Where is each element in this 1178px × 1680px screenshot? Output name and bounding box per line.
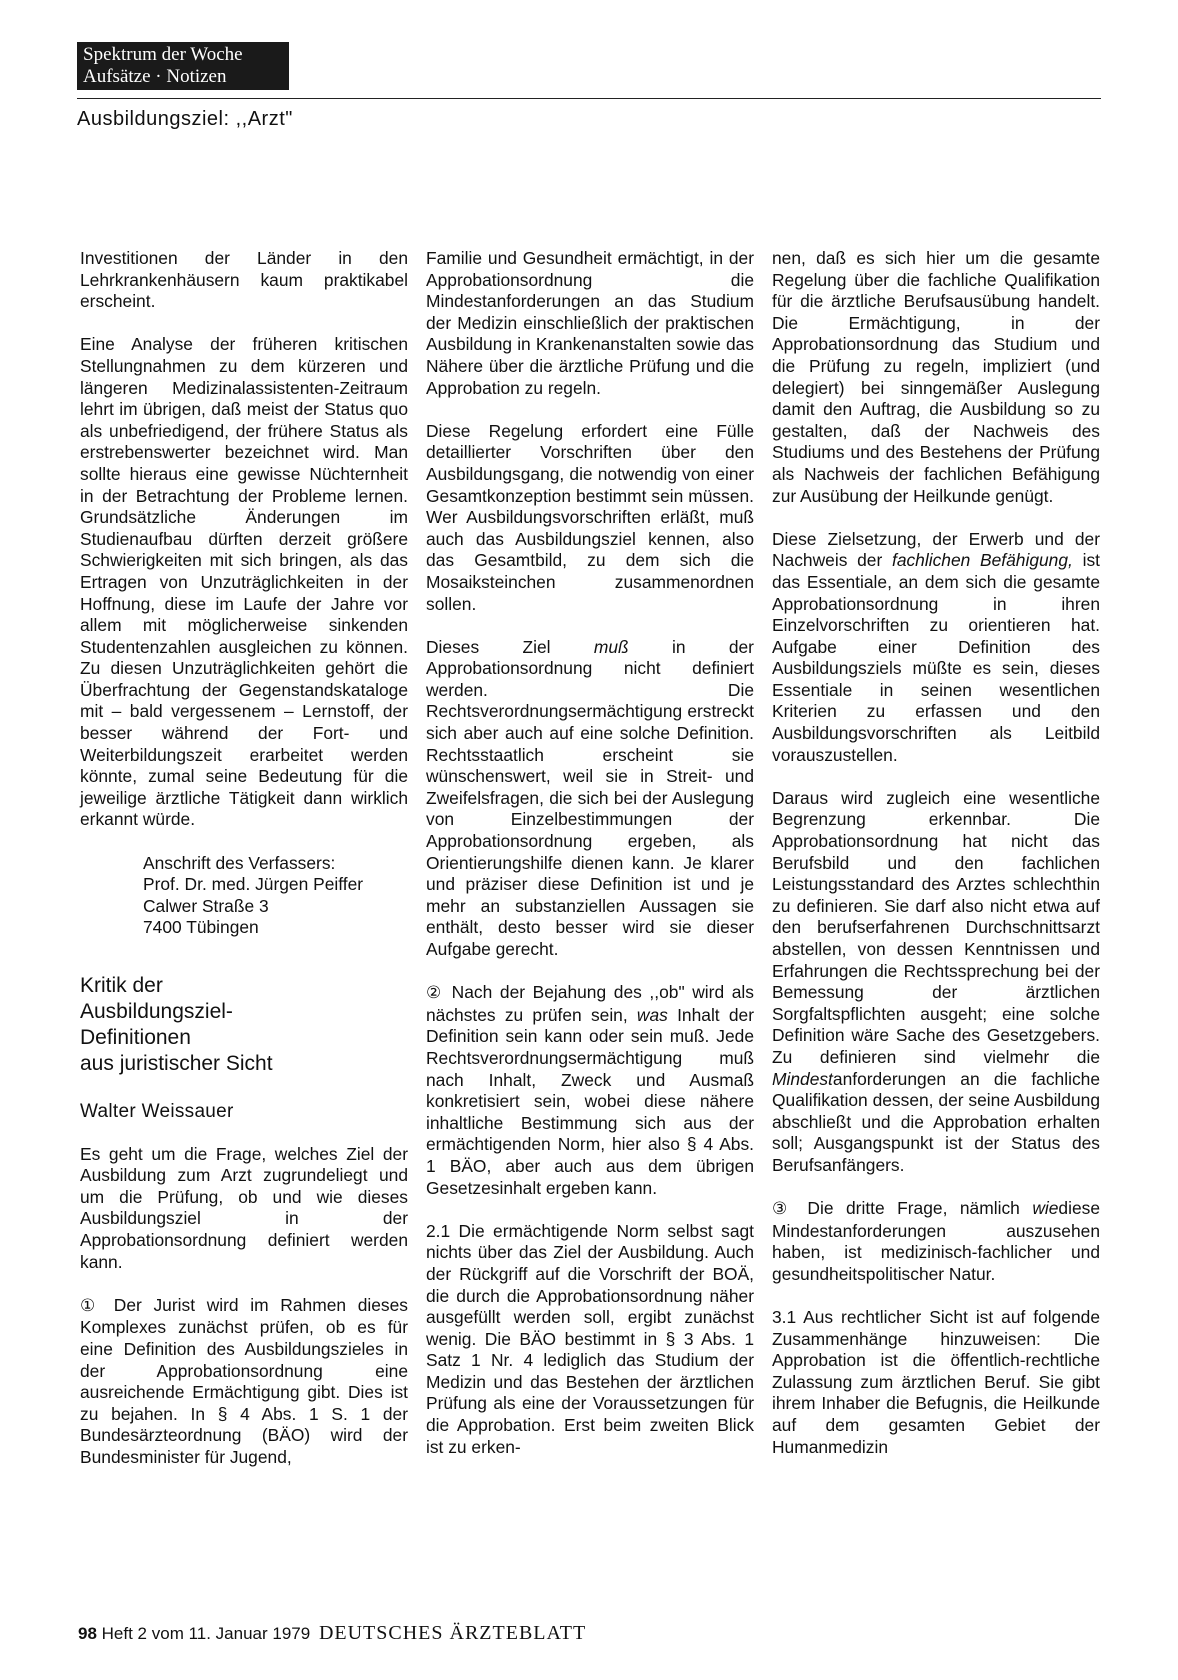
address-line: Prof. Dr. med. Jürgen Peiffer: [143, 874, 364, 895]
paragraph: Diese Regelung erfordert eine Fülle detaillierter Vorschriften über den Ausbildungsgang, die notwendig von einer Gesamtkonzeption bestimmt sein müssen. Wer Ausbildungsvorschriften erläßt, muß auch das Ausbildungsziel kennen, also das Gesamtbild, zu dem sich die Mosaiksteinchen zusammenordnen sollen.: [426, 420, 754, 614]
address-line: Calwer Straße 3: [143, 895, 269, 916]
paragraph: Familie und Gesundheit ermächtigt, in der Approbationsordnung die Mindestanforderungen an das Studium der Medizin einschließlich der praktischen Ausbildung in Krankenanstalten sowie das Nähere über die ärztliche Prüfung und die Approbation zu regeln.: [426, 248, 754, 398]
emphasis: fachlichen Befähigung,: [891, 550, 1073, 571]
circled-number-1: ①: [80, 1295, 103, 1316]
paragraph: nen, daß es sich hier um die gesamte Regelung über die fachliche Qualifikation für die ärztliche Berufsausübung handelt. Die Ermächtigung, in der Approbationsordnung das Studium und die Prüfung zu regeln, impliziert (und delegiert) bei sinngemäßer Auslegung damit den Auftrag, die Ausbildung so zu gestalten, daß der Nachweis des Studiums und des Bestehens der Prüfung als Nachweis der fachlichen Befähigung zur Ausübung der Heilkunde genügt.: [772, 248, 1100, 506]
author-address: [143, 853, 408, 939]
column-1: [80, 248, 408, 1469]
paragraph: ② Nach der Bejahung des ,,ob" wird als nächstes zu prüfen sein, was Inhalt der Definition sein kann oder sein muß. Jede Rechtsverordnungsermächtigung muß nach Inhalt, Zweck und Ausmaß konkretisiert sein, wobei diese nähere inhaltliche Bestimmung sich aus der ermächtigenden Norm, hier also § 4 Abs. 1 BÄO, aber auch aus dem übrigen Gesetzesinhalt ergeben kann.: [426, 982, 754, 1198]
paragraph: Investitionen der Länder in den Lehrkrankenhäusern kaum praktikabel erscheint.: [80, 248, 408, 312]
header-line-1: Spektrum der Woche: [83, 44, 243, 65]
emphasis: Mindest: [772, 1068, 833, 1089]
page-number: 98: [78, 1624, 97, 1643]
paragraph: Dieses Ziel muß in der Approbationsordnung nicht definiert werden. Die Rechtsverordnungsermächtigung erstreckt sich aber auch auf eine solche Definition. Rechtsstaatlich erscheint sie wünschenswert, weil sie in Streit- und Zweifelsfragen, die sich bei der Auslegung von Einzelbestimmungen der Approbationsordnung ergeben, als Orientierungshilfe dienen kann. Je klarer und präziser diese Definition ist und je mehr an substanziellen Aussagen sie enthält, desto besser wird sie dieser Aufgabe gerecht.: [426, 636, 754, 959]
journal-name: DEUTSCHES ÄRZTEBLATT: [318, 1622, 587, 1644]
column-2: [426, 248, 754, 1458]
article-author: Walter Weissauer: [80, 1101, 234, 1122]
paragraph: ③ Die dritte Frage, nämlich wiediese Mindestanforderungen auszusehen haben, ist medizinisch-fachlicher und gesundheitspolitischer Natur.: [772, 1198, 1100, 1284]
section-header-box: [77, 42, 289, 90]
article-title-line: Definitionen: [80, 1026, 191, 1049]
page-footer: [78, 1622, 586, 1645]
header-rule: [77, 98, 1101, 99]
paragraph: ① Der Jurist wird im Rahmen dieses Komplexes zunächst prüfen, ob es für eine Definition des Ausbildungszieles in der Approbationsordnung eine ausreichende Ermächtigung gibt. Dies ist zu bejahen. In § 4 Abs. 1 S. 1 der Bundesärzteordnung (BÄO) wird der Bundesminister für Jugend,: [80, 1294, 408, 1467]
article-title: [80, 973, 408, 1077]
article-title-line: Ausbildungsziel-: [80, 1000, 233, 1023]
address-line: Anschrift des Verfassers:: [143, 852, 336, 873]
circled-number-3: ③: [772, 1199, 795, 1220]
paragraph: 2.1 Die ermächtigende Norm selbst sagt nichts über das Ziel der Ausbildung. Auch der Rückgriff auf die Vorschrift der BOÄ, die durch die Approbationsordnung näher ausgefüllt werden soll, ergibt zunächst wenig. Die BÄO bestimmt in § 3 Abs. 1 Satz 1 Nr. 4 lediglich das Studium der Medizin und das Bestehen der ärztlichen Prüfung als eine der Voraussetzungen für die Approbation. Erst beim zweiten Blick ist zu erken-: [426, 1220, 754, 1457]
emphasis: wie: [1032, 1198, 1059, 1219]
emphasis: was: [636, 1004, 668, 1025]
section-title: Ausbildungsziel: ,,Arzt": [77, 108, 293, 130]
address-line: 7400 Tübingen: [143, 917, 259, 938]
article-title-line: Kritik der: [80, 974, 163, 997]
emphasis: muß: [593, 636, 629, 657]
paragraph: 3.1 Aus rechtlicher Sicht ist auf folgende Zusammenhänge hinzuweisen: Die Approbation ist die öffentlich-rechtliche Zulassung zum ärztlichen Beruf. Sie gibt ihrem Inhaber die Befugnis, die Heilkunde auf dem gesamten Gebiet der Humanmedizin: [772, 1307, 1100, 1457]
column-3: [772, 248, 1100, 1458]
paragraph: Eine Analyse der früheren kritischen Stellungnahmen zu dem kürzeren und längeren Medizinalassistenten-Zeitraum lehrt im übrigen, daß meist der Status quo als unbefriedigend, der frühere Status als erstrebenswerter bezeichnet wird. Man sollte hieraus eine gewisse Nüchternheit in der Betrachtung der Probleme lernen. Grundsätzliche Änderungen im Studienaufbau dürften derzeit größere Schwierigkeiten mit sich bringen, als das Ertragen von Unzuträglichkeiten in der Hoffnung, diese im Laufe der Jahre vor allem mit möglicherweise sinkenden Studentenzahlen ausgleichen zu können. Zu diesen Unzuträglichkeiten gehört die Überfrachtung der Gegenstandskataloge mit – bald vergessenem – Lernstoff, der besser während der Fort- und Weiterbildungszeit erarbeitet werden könnte, zumal seine Bedeutung für die jeweilige ärztliche Tätigkeit dann wirklich erkannt würde.: [80, 334, 408, 830]
paragraph: Daraus wird zugleich eine wesentliche Begrenzung erkennbar. Die Approbationsordnung hat nicht das Berufsbild und den fachlichen Leistungsstandard des Arztes schlechthin zu definieren. Sie darf also nicht etwa auf den berufserfahrenen Durchschnittsarzt abstellen, von dessen Kenntnissen und Erfahrungen die Rechtssprechung bei der Bemessung der ärztlichen Sorgfaltspflichten ausgeht; eine solche Definition wäre Sache des Gesetzgebers. Zu definieren sind vielmehr die Mindestanforderungen an die fachliche Qualifikation dessen, der seine Ausbildung abschließt und die Approbation erhalten soll; Ausgangspunkt ist der Status des Berufsanfängers.: [772, 787, 1100, 1175]
paragraph: Es geht um die Frage, welches Ziel der Ausbildung zum Arzt zugrundeliegt und um die Prüfung, ob und wie dieses Ausbildungsziel in der Approbationsordnung definiert werden kann.: [80, 1143, 408, 1272]
circled-number-2: ②: [426, 983, 445, 1004]
article-title-line: aus juristischer Sicht: [80, 1052, 273, 1075]
header-line-2: Aufsätze · Notizen: [83, 66, 227, 87]
paragraph: Diese Zielsetzung, der Erwerb und der Nachweis der fachlichen Befähigung, ist das Essentiale, an dem sich die gesamte Approbationsordnung in ihren Einzelvorschriften zu orientieren hat. Aufgabe einer Definition des Ausbildungsziels müßte es sein, dieses Essentiale in seinen wesentlichen Kriterien zu erfassen und den Ausbildungsvorschriften als Leitbild vorauszustellen.: [772, 528, 1100, 765]
issue-info: Heft 2 vom 11. Januar 1979: [101, 1624, 311, 1643]
